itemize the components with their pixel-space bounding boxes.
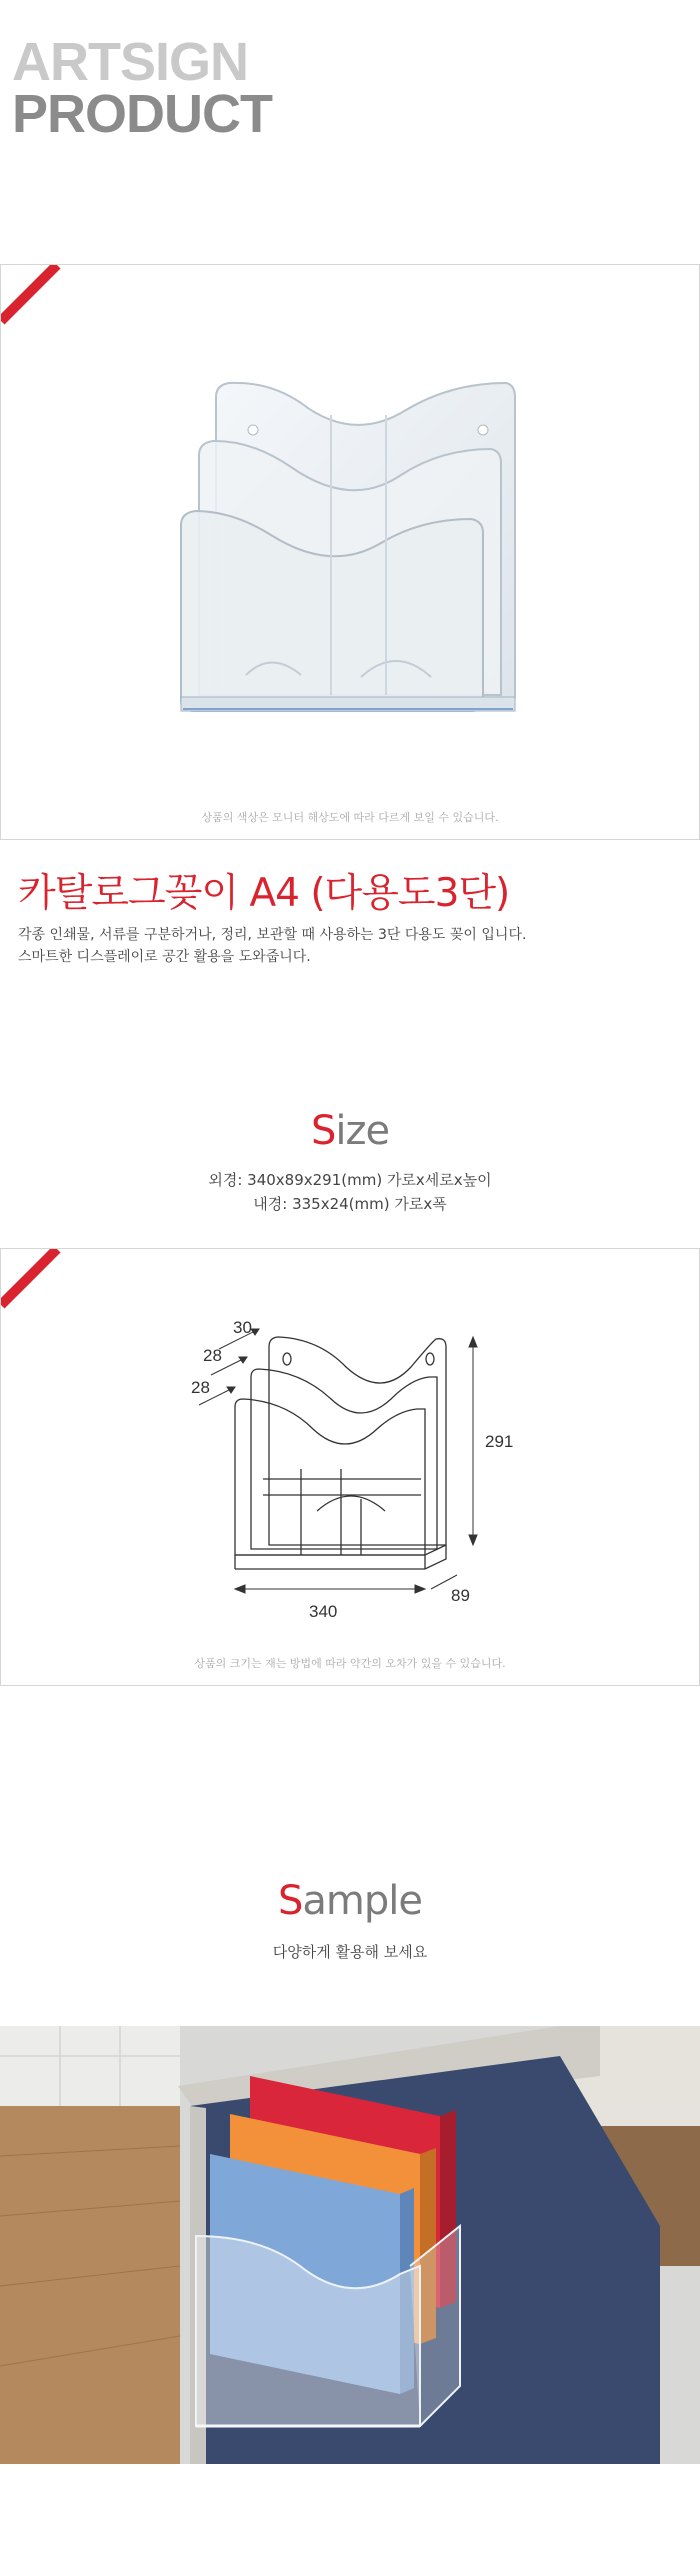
- brand-heading: [12, 32, 272, 144]
- dimension-drawing: [1, 1249, 699, 1685]
- dimension-drawing-frame: [0, 1248, 700, 1686]
- dim-label-89: 89: [451, 1586, 470, 1605]
- sample-usage-photo: [0, 2026, 700, 2464]
- sample-heading: [0, 1878, 700, 1924]
- product-photo-frame: [0, 264, 700, 840]
- size-heading-initial: S: [310, 1108, 336, 1154]
- sample-heading-rest: ample: [302, 1878, 422, 1924]
- outer-dimension-text: 외경: 340x89x291(mm) 가로x세로x높이: [208, 1171, 492, 1189]
- dim-label-28-upper: 28: [203, 1346, 222, 1365]
- size-heading-rest: ize: [335, 1108, 390, 1154]
- catalog-holder-image: [1, 265, 699, 839]
- inner-dimension-text: 내경: 335x24(mm) 가로x폭: [253, 1195, 447, 1213]
- measurement-notice-caption: 상품의 크기는 재는 방법에 따라 약간의 오차가 있을 수 있습니다.: [194, 1657, 506, 1670]
- color-notice-caption: 상품의 색상은 모니터 해상도에 따라 다르게 보일 수 있습니다.: [201, 811, 499, 824]
- sample-subtitle: 다양하게 활용해 보세요: [272, 1943, 428, 1961]
- dim-label-30: 30: [233, 1318, 252, 1337]
- size-spec: [0, 1168, 700, 1216]
- dim-label-291: 291: [485, 1432, 514, 1451]
- brand-line-artsign: ARTSIGN: [12, 32, 248, 92]
- product-description: [18, 924, 526, 968]
- sample-heading-initial: S: [278, 1878, 303, 1924]
- description-line-1: 각종 인쇄물, 서류를 구분하거나, 정리, 보관할 때 사용하는 3단 다용도 꽂이 입니다.: [18, 927, 527, 943]
- product-title: 카탈로그꽂이 A4 (다용도3단): [18, 871, 510, 916]
- brand-line-product: PRODUCT: [12, 84, 272, 144]
- description-line-2: 스마트한 디스플레이로 공간 활용을 도와줍니다.: [18, 949, 311, 965]
- dim-label-28-lower: 28: [191, 1378, 210, 1397]
- size-heading: [0, 1108, 700, 1154]
- dim-label-340: 340: [309, 1602, 338, 1621]
